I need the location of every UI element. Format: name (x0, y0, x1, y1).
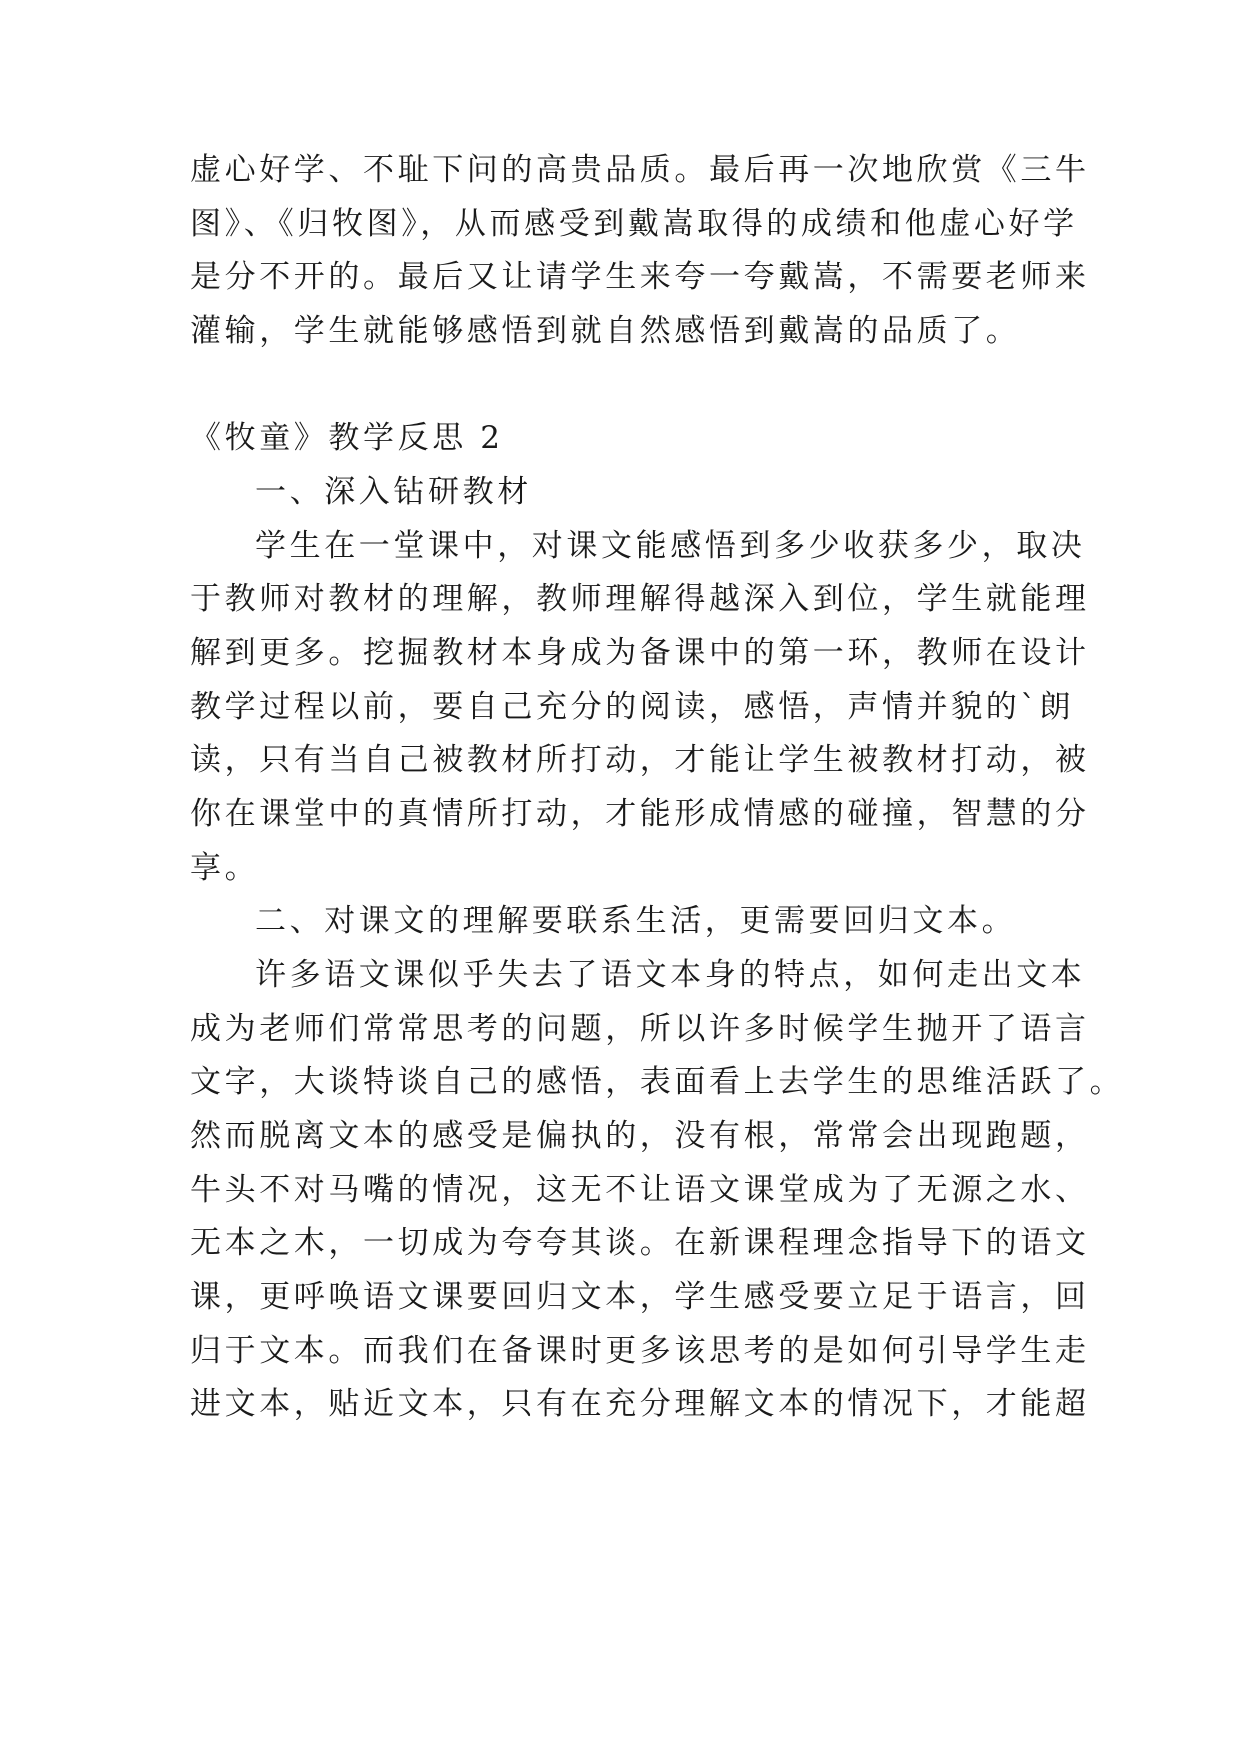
subheading-1: 一、深入钻研教材 (255, 474, 532, 510)
text-line: 许多语文课似乎失去了语文本身的特点，如何走出文本 (255, 957, 1086, 993)
text-line: 文字，大谈特谈自己的感悟，表面看上去学生的思维活跃了。 (190, 1064, 1125, 1100)
text-line: 牛头不对马嘴的情况，这无不让语文课堂成为了无源之水、 (190, 1172, 1090, 1208)
text-line: 是分不开的。最后又让请学生来夸一夸戴嵩，不需要老师来 (190, 259, 1090, 295)
text-line: 虚心好学、不耻下问的高贵品质。最后再一次地欣赏《三牛 (190, 152, 1090, 188)
text-line: 成为老师们常常思考的问题，所以许多时候学生抛开了语言 (190, 1011, 1090, 1047)
text-line: 然而脱离文本的感受是偏执的，没有根，常常会出现跑题， (190, 1118, 1090, 1154)
text-line: 读，只有当自己被教材所打动，才能让学生被教材打动，被 (190, 742, 1090, 778)
text-line: 你在课堂中的真情所打动，才能形成情感的碰撞，智慧的分 (190, 796, 1090, 832)
text-line: 学生在一堂课中，对课文能感悟到多少收获多少，取决 (255, 528, 1086, 564)
text-line: 于教师对教材的理解，教师理解得越深入到位，学生就能理 (190, 581, 1090, 617)
text-line: 归于文本。而我们在备课时更多该思考的是如何引导学生走 (190, 1333, 1090, 1369)
text-line: 灌输，学生就能够感悟到就自然感悟到戴嵩的品质了。 (190, 313, 1021, 349)
text-line: 无本之木，一切成为夸夸其谈。在新课程理念指导下的语文 (190, 1225, 1090, 1261)
text-line: 课，更呼唤语文课要回归文本，学生感受要立足于语言，回 (190, 1279, 1090, 1315)
subheading-2: 二、对课文的理解要联系生活，更需要回归文本。 (255, 903, 1017, 939)
text-line: 教学过程以前，要自己充分的阅读，感悟，声情并貌的`朗 (190, 689, 1075, 725)
text-line: 享。 (190, 850, 260, 886)
text-line: 解到更多。挖掘教材本身成为备课中的第一环，教师在设计 (190, 635, 1090, 671)
text-line: 图》、《归牧图》，从而感受到戴嵩取得的成绩和他虚心好学 (190, 206, 1078, 242)
text-line: 进文本，贴近文本，只有在充分理解文本的情况下，才能超 (190, 1386, 1090, 1422)
section-heading: 《牧童》教学反思 2 (190, 420, 504, 456)
